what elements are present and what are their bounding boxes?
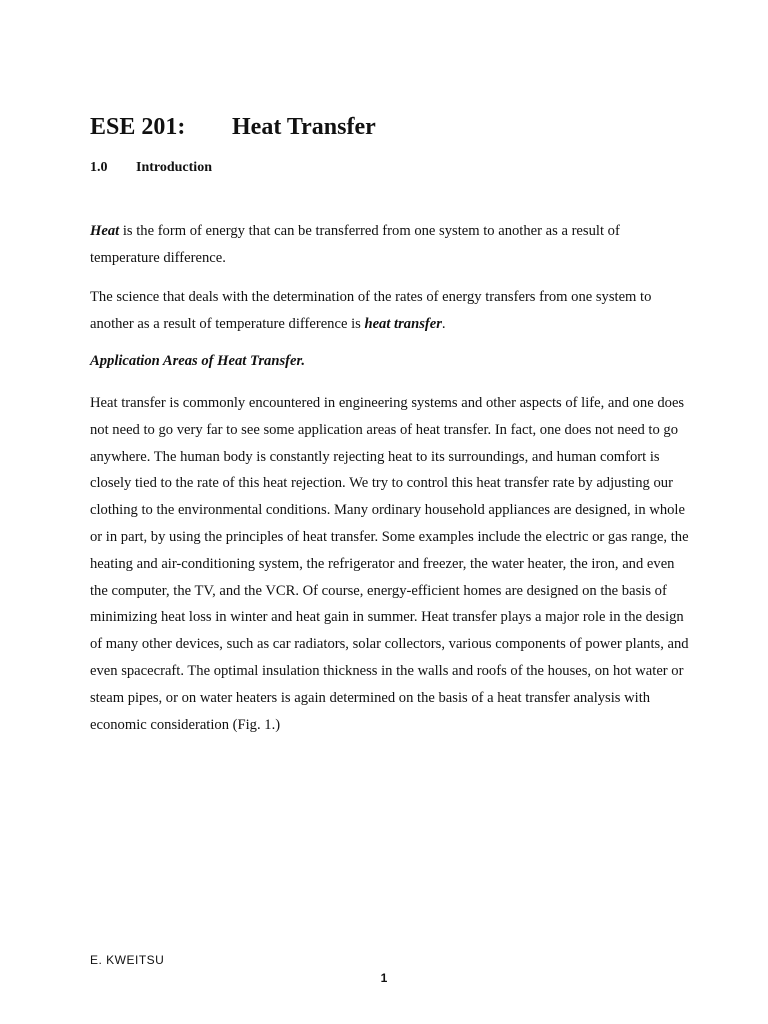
section-number: 1.0 xyxy=(90,160,108,175)
definition-paragraph-heat xyxy=(90,218,690,272)
definition-paragraph-heat-transfer xyxy=(90,284,690,338)
section-title: Introduction xyxy=(136,160,212,175)
document-title xyxy=(90,114,376,141)
body-paragraph-applications: Heat transfer is commonly encountered in engineering systems and other aspects of life, and one does not need to go very far to see some application areas of heat transfer. In fact, one does not need to go anywhere. The human body is constantly rejecting heat to its surroundings, and human comfort is closely tied to the rate of this heat rejection. We try to control this heat transfer rate by adjusting our clothing to the environmental conditions. Many ordinary household appliances are designed, in whole or in part, by using the principles of heat transfer. Some examples include the electric or gas range, the heating and air-conditioning system, the refrigerator and freezer, the water heater, the iron, and even the computer, the TV, and the VCR. Of course, energy-efficient homes are designed on the basis of minimizing heat loss in winter and heat gain in summer. Heat transfer plays a major role in the design of many other devices, such as car radiators, solar collectors, various components of power plants, and even spacecraft. The optimal insulation thickness in the walls and roofs of the houses, on hot water or steam pipes, or on water heaters is again determined on the basis of a heat transfer analysis with economic consideration (Fig. 1.) xyxy=(90,395,689,733)
definition-heat-text: is the form of energy that can be transferred from one system to another as a result of temperature difference. xyxy=(90,223,620,266)
course-title: Heat Transfer xyxy=(232,114,376,140)
term-heat: Heat xyxy=(90,223,120,239)
definition-heat-transfer-text: The science that deals with the determination of the rates of energy transfers from one system to another as a result of temperature difference is xyxy=(90,289,652,332)
subheading-application-areas: Application Areas of Heat Transfer. xyxy=(90,353,305,369)
page-number: 1 xyxy=(380,971,388,985)
section-heading xyxy=(90,160,212,176)
footer-author: E. KWEITSU xyxy=(90,953,165,967)
course-code: ESE 201: xyxy=(90,114,186,140)
definition-end: . xyxy=(441,315,446,332)
term-heat-transfer: heat transfer xyxy=(364,315,442,332)
